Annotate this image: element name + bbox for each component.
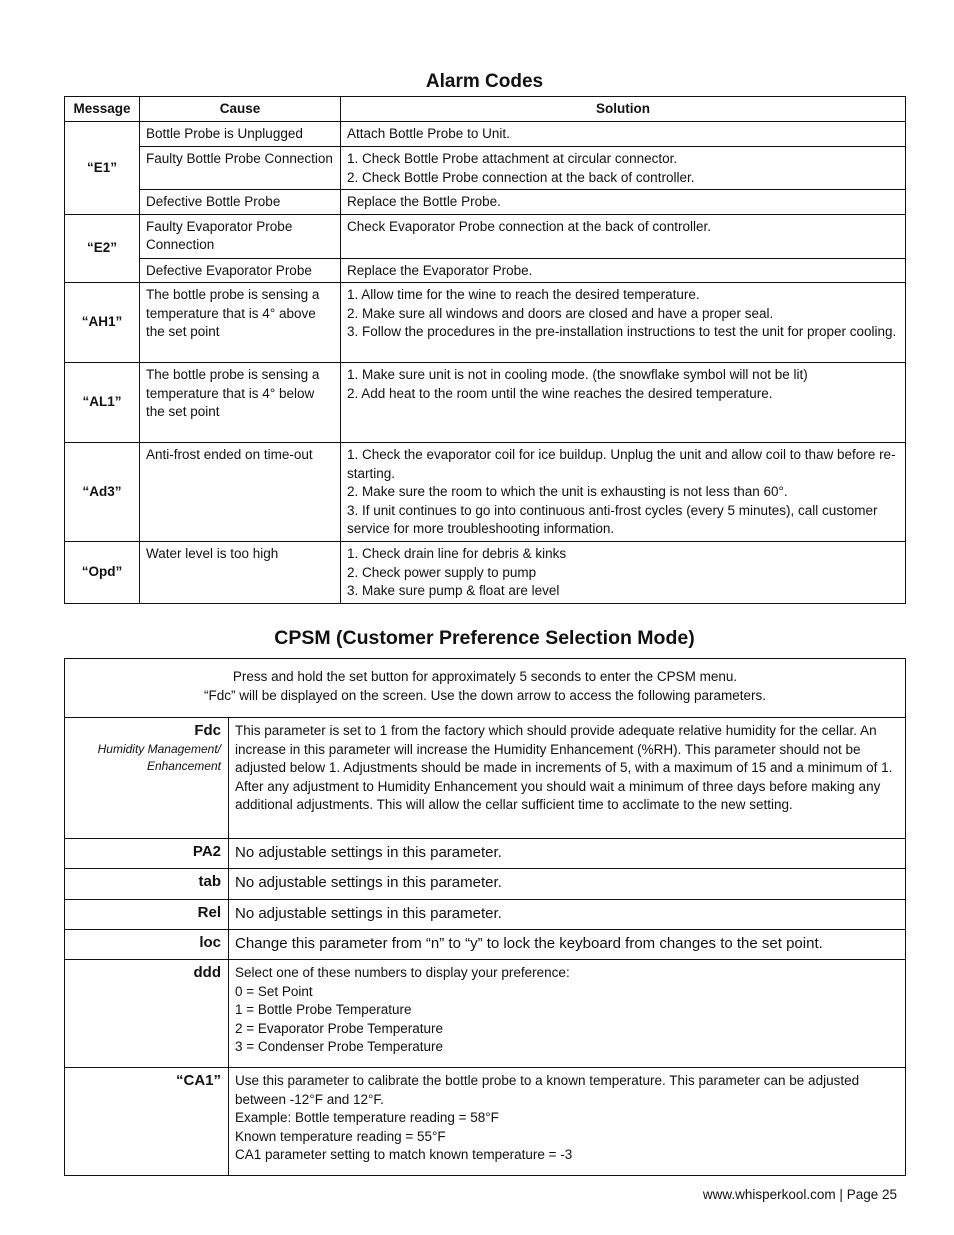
description-line: This parameter is set to 1 from the factory which should provide adequate relative humidity for the cellar. An increase in this parameter will increase the Humidity Enhancement (%RH). This parameter should not be adjusted below 1. Adjustments should be made in increments of 5, with a maximum of 15 and a minimum of 1. After any adjustment to Humidity Enhancement you should wait a minimum of three days before making any additional adjustments. This will allow the cellar sufficient time to acclimate to the new setting. <box>235 723 893 812</box>
alarm-message: “Opd” <box>65 542 140 604</box>
solution-line: 3. Make sure pump & float are level <box>347 583 560 598</box>
table-row <box>65 147 906 190</box>
table-row <box>65 363 906 443</box>
solution-line: 3. If unit continues to go into continuous anti-frost cycles (every 5 minutes), call customer service for more troubleshooting information. <box>347 502 878 536</box>
alarm-message: “AH1” <box>65 283 140 363</box>
cpsm-param-description <box>229 900 906 930</box>
table-row <box>65 443 906 542</box>
solution-line: 2. Check power supply to pump <box>347 564 537 580</box>
cpsm-param-name <box>65 839 229 869</box>
param-code: PA2 <box>192 843 221 860</box>
table-row <box>65 122 906 147</box>
description-line: Known temperature reading = 55°F <box>235 1128 446 1144</box>
cpsm-intro-row <box>65 659 906 718</box>
solution-line: 2. Add heat to the room until the wine reaches the desired temperature. <box>347 385 773 401</box>
cpsm-param-row <box>65 718 906 839</box>
alarm-message: “E1” <box>65 122 140 215</box>
solution-line: Replace the Evaporator Probe. <box>347 262 533 278</box>
alarm-solution <box>341 147 906 190</box>
solution-line: 2. Make sure the room to which the unit is exhausting is not less than 60°. <box>347 484 788 499</box>
description-line: 1 = Bottle Probe Temperature <box>235 1002 412 1017</box>
solution-line: 2. Check Bottle Probe connection at the back of controller. <box>347 169 695 185</box>
alarm-solution <box>341 443 906 542</box>
cpsm-param-name <box>65 900 229 930</box>
alarm-message: “E2” <box>65 214 140 283</box>
header-cause: Cause <box>140 97 341 122</box>
description-line: No adjustable settings in this parameter. <box>235 874 502 891</box>
param-code: Fdc <box>194 722 221 739</box>
table-row <box>65 258 906 283</box>
cpsm-param-row <box>65 960 906 1068</box>
solution-line: 1. Check Bottle Probe attachment at circular connector. <box>347 151 678 166</box>
description-line: No adjustable settings in this parameter. <box>235 905 502 922</box>
alarm-cause: The bottle probe is sensing a temperature that is 4° below the set point <box>140 363 341 443</box>
alarm-cause: Faulty Bottle Probe Connection <box>140 147 341 190</box>
cpsm-intro-line: “Fdc” will be displayed on the screen. Use the down arrow to access the following parameters. <box>203 687 767 703</box>
table-header-row <box>65 97 906 122</box>
description-line: Use this parameter to calibrate the bottle probe to a known temperature. This parameter can be adjusted between -12°F and 12°F. <box>235 1073 860 1107</box>
solution-line: 1. Allow time for the wine to reach the desired temperature. <box>347 287 700 302</box>
alarm-cause: Bottle Probe is Unplugged <box>140 122 341 147</box>
table-row <box>65 283 906 363</box>
cpsm-param-row <box>65 839 906 869</box>
cpsm-param-row <box>65 900 906 930</box>
cpsm-param-row <box>65 1068 906 1176</box>
cpsm-param-name <box>65 960 229 1068</box>
alarm-solution <box>341 258 906 283</box>
cpsm-param-description <box>229 930 906 960</box>
description-line: Example: Bottle temperature reading = 58°F <box>235 1110 499 1125</box>
param-subtitle: Humidity Management/ Enhancement <box>97 741 221 773</box>
param-code: tab <box>198 873 221 890</box>
alarm-solution <box>341 122 906 147</box>
solution-line: 2. Make sure all windows and doors are closed and have a proper seal. <box>347 305 774 321</box>
solution-line: Check Evaporator Probe connection at the back of controller. <box>347 218 711 234</box>
alarm-solution <box>341 363 906 443</box>
alarm-message: “AL1” <box>65 363 140 443</box>
alarm-solution <box>341 214 906 258</box>
alarm-message: “Ad3” <box>65 443 140 542</box>
alarm-codes-table <box>64 96 906 604</box>
cpsm-param-name <box>65 1068 229 1176</box>
header-solution: Solution <box>341 97 906 122</box>
description-line: Select one of these numbers to display your preference: <box>235 965 570 980</box>
description-line: 0 = Set Point <box>235 983 313 999</box>
solution-line: Attach Bottle Probe to Unit. <box>347 126 510 141</box>
cpsm-param-description <box>229 1068 906 1176</box>
param-code: “CA1” <box>175 1072 221 1089</box>
param-code: ddd <box>193 964 221 981</box>
alarm-cause: Anti-frost ended on time-out <box>140 443 341 542</box>
cpsm-table <box>64 658 906 1176</box>
alarm-cause: Water level is too high <box>140 542 341 604</box>
cpsm-intro <box>65 659 906 718</box>
table-row <box>65 542 906 604</box>
cpsm-param-description <box>229 718 906 839</box>
cpsm-param-description <box>229 839 906 869</box>
alarm-codes-title: Alarm Codes <box>425 71 544 92</box>
cpsm-param-name <box>65 718 229 839</box>
cpsm-param-name <box>65 869 229 900</box>
cpsm-param-row <box>65 869 906 900</box>
header-message: Message <box>65 97 140 122</box>
param-code: loc <box>199 934 221 951</box>
table-row <box>65 214 906 258</box>
page-footer: www.whisperkool.com | Page 25 <box>702 1187 897 1202</box>
cpsm-param-description <box>229 869 906 900</box>
cpsm-param-description <box>229 960 906 1068</box>
description-line: 2 = Evaporator Probe Temperature <box>235 1020 443 1036</box>
cpsm-title: CPSM (Customer Preference Selection Mode) <box>274 627 695 649</box>
cpsm-intro-line: Press and hold the set button for approximately 5 seconds to enter the CPSM menu. <box>232 669 738 684</box>
cpsm-param-name <box>65 930 229 960</box>
alarm-solution <box>341 542 906 604</box>
alarm-solution <box>341 283 906 363</box>
solution-line: 1. Check drain line for debris & kinks <box>347 546 567 561</box>
alarm-cause: The bottle probe is sensing a temperature that is 4° above the set point <box>140 283 341 363</box>
cpsm-param-row <box>65 930 906 960</box>
alarm-cause: Defective Bottle Probe <box>140 190 341 215</box>
description-line: No adjustable settings in this parameter. <box>235 844 502 861</box>
solution-line: 3. Follow the procedures in the pre-installation instructions to test the unit for proper cooling. <box>347 324 897 339</box>
alarm-cause: Defective Evaporator Probe <box>140 258 341 283</box>
table-row <box>65 190 906 215</box>
solution-line: Replace the Bottle Probe. <box>347 194 501 209</box>
description-line: Change this parameter from “n” to “y” to lock the keyboard from changes to the set point. <box>235 935 823 952</box>
alarm-solution <box>341 190 906 215</box>
solution-line: 1. Make sure unit is not in cooling mode. (the snowflake symbol will not be lit) <box>347 367 808 382</box>
solution-line: 1. Check the evaporator coil for ice buildup. Unplug the unit and allow coil to thaw before re-starting. <box>347 447 896 481</box>
alarm-cause: Faulty Evaporator Probe Connection <box>140 214 341 258</box>
description-line: 3 = Condenser Probe Temperature <box>235 1039 444 1054</box>
param-code: Rel <box>197 904 221 921</box>
description-line: CA1 parameter setting to match known temperature = -3 <box>235 1147 573 1162</box>
